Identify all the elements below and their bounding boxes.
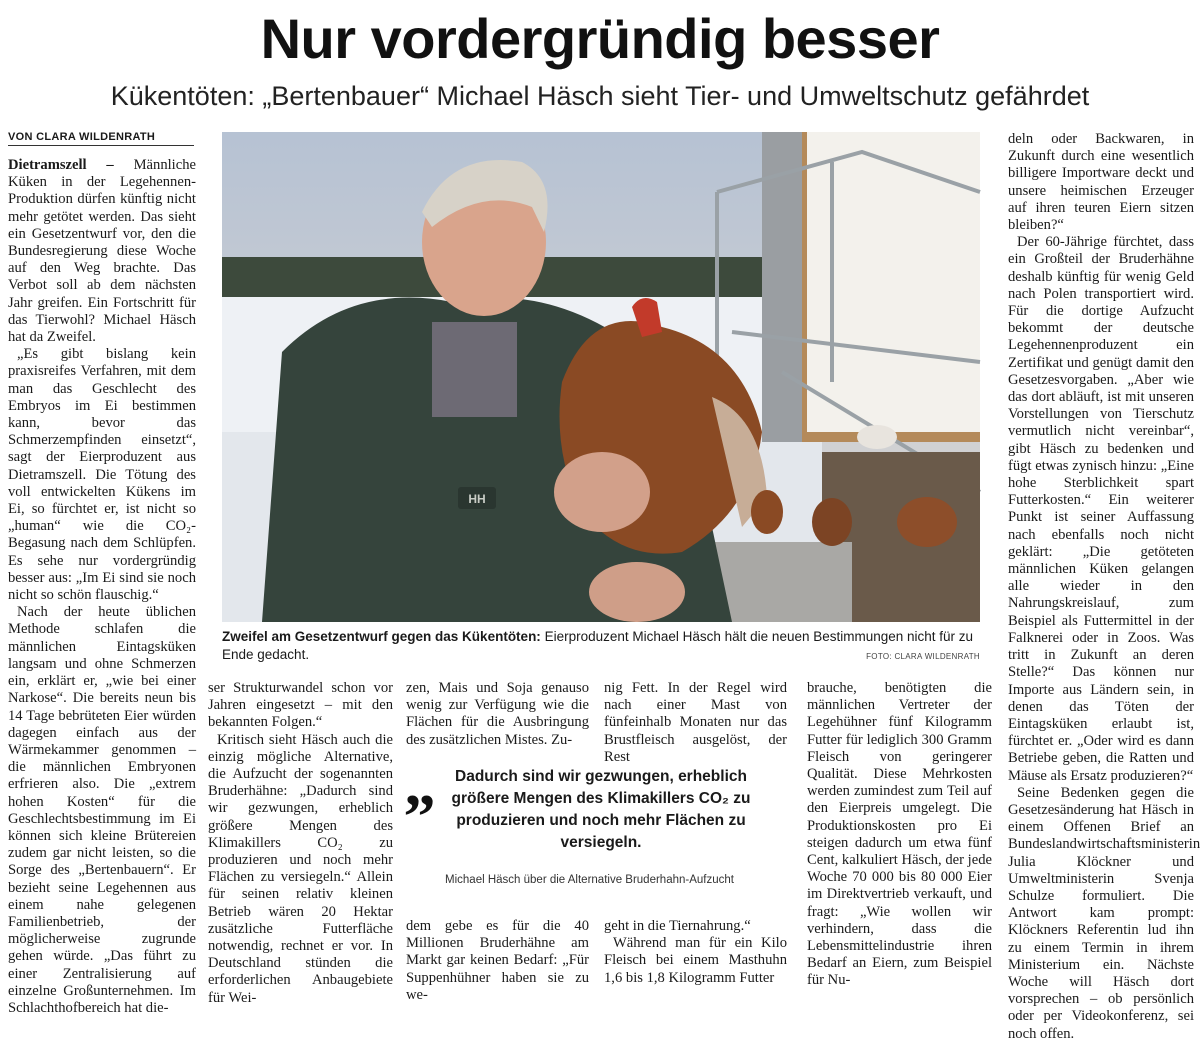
article-paragraph: zen, Mais und Soja genauso wenig zur Verfügung wie die Flächen für die Ausbringung des zusätzlichen Mistes. Zu-	[406, 680, 589, 748]
article-photo	[222, 132, 980, 622]
article-column-4-bottom	[604, 918, 787, 986]
pull-quote-text: Dadurch sind wir gezwungen, erheblich größere Mengen des Klimakillers CO₂ zu produzieren und noch mehr Flächen zu versiegeln.	[451, 768, 751, 851]
byline: VON CLARA WILDENRATH	[8, 131, 194, 146]
article-paragraph: dem gebe es für die 40 Millionen Bruderhähne am Markt gar keinen Bedarf: „Für Suppenhühner haben sie zu we-	[406, 918, 589, 1003]
quote-mark-icon: „	[404, 748, 436, 819]
article-column-1	[8, 157, 196, 1016]
article-paragraph: brauche, benötigten die männlichen Vertreter der Legehühner fünf Kilogramm Futter für lediglich 300 Gramm Fleisch von geringerer Qualität. Diese Mehrkosten werden zumindest zum Teil auf den Eierpreis umgelegt. Die Produktionskosten pro Ei steigen dadurch um etwa fünf Cent, kalkuliert Häsch, der jede Woche 70 000 bis 80 000 Eier im Direktvertrieb verkauft, und fragt: „Wie wollen wir verhindern, dass die Lebensmittelindustrie ihren Bedarf an Eiern, zum Beispiel für Nu-	[807, 680, 992, 989]
article-paragraph: Während man für ein Kilo Fleisch bei einem Masthuhn 1,6 bis 1,8 Kilogramm Futter	[604, 935, 787, 986]
caption-text: Eierproduzent Michael Häsch hält die neuen Bestimmungen nicht für zu Ende gedacht.	[222, 629, 974, 662]
pull-quote	[402, 748, 777, 900]
article-column-4-top	[604, 680, 787, 765]
caption-lead: Zweifel am Gesetzentwurf gegen das Kükentöten:	[222, 629, 541, 644]
article-column-3-top	[406, 680, 589, 750]
article-column-3-bottom	[406, 918, 589, 1003]
article-paragraph: Nach der heute üblichen Methode schlafen die männlichen Eintagsküken langsam und ohne Schmerzen ein, erklärt er, „wie bei einer Narkose“. Die bereits neun bis 14 Tage bebrüteten Eier würden dagegen einfach aus der Wärmekammer genommen – die männlichen Embryonen erfrieren also. Die „extrem hohen Kosten“ für die Geschlechtsbestimmung im Ei können sich kleine Brütereien zudem gar nicht leisten, so die Sorge des „Bertenbauern“. Er bezieht seine Legehennen aus einem nahe gelegenen Familienbetrieb, der möglicherweise zugrunde gehen würde. „Das führt zu einer Zentralisierung auf einzelne Großunternehmen. Im Schlachthofbereich hat die-	[8, 604, 196, 1016]
article-column-6	[1008, 131, 1200, 1042]
farmer-with-hen-photo	[222, 132, 980, 622]
pull-quote-attribution: Michael Häsch über die Alternative Bruderhahn-Aufzucht	[445, 874, 734, 886]
article-paragraph: geht in die Tiernahrung.“	[604, 918, 751, 934]
subheadline: Kükentöten: „Bertenbauer“ Michael Häsch sieht Tier- und Umweltschutz gefährdet	[110, 81, 1090, 111]
article-paragraph: ser Strukturwandel schon vor Jahren eingesetzt – mit den bekannten Folgen.“	[208, 680, 393, 731]
photo-credit: FOTO: CLARA WILDENRATH	[866, 652, 980, 661]
article-paragraph: deln oder Backwaren, in Zukunft durch eine wesentlich billigere Importware deckt und unsere heimischen Erzeuger auf ihren teuren Eiern sitzen bleiben?“	[1008, 131, 1194, 234]
headline: Nur vordergründig besser	[260, 7, 940, 70]
svg-text:HH: HH	[468, 492, 486, 506]
article-column-5	[807, 680, 992, 989]
article-paragraph: Seine Bedenken gegen die Gesetzesänderung hat Häsch in einem Offenen Brief an Bundeslandwirtschaftsministerin Julia Klöckner und Umweltministerin Svenja Schulze formuliert. Die Antwort kam prompt: Klöckners Referentin lud ihn zu einem Termin in ihrem Ministerium ein. Nächste Woche will Häsch dort vorsprechen – ob persönlich oder per Videokonferenz, sei noch offen.	[1008, 784, 1200, 1042]
article-column-2	[208, 680, 393, 1006]
article-paragraph: „Es gibt bislang kein praxisreifes Verfahren, mit dem man das Geschlecht des Embryos im Ei bestimmen kann, bevor das Schmerzempfinden einsetzt“, sagt der Eierproduzent aus Dietramszell. Die Tötung des voll entwickelten Kükens im Ei, so fürchtet er, ist nicht so „human“ wie die CO₂-Begasung nach dem Schlüpfen. Es sehe nur vordergründig besser aus: „Im Ei sind sie noch nicht so schön flauschig.“	[8, 346, 196, 604]
article-paragraph: nig Fett. In der Regel wird nach einer Mast von fünfeinhalb Monaten nur das Brustfleisch ausgelöst, der Rest	[604, 680, 787, 765]
article-paragraph: Kritisch sieht Häsch auch die einzig mögliche Alternative, die Aufzucht der sogenannten Bruderhähne: „Dadurch sind wir gezwungen, erheblich größere Mengen des Klimakillers CO₂ zu produzieren und noch mehr Flächen zu versiegeln.“ Allein für seinen relativ kleinen Betrieb wären 20 Hektar zusätzliche Futterfläche notwendig, rechnet er vor. In Deutschland stünden die erforderlichen Anbaugebiete für Wei-	[208, 731, 393, 1006]
article-paragraph: Der 60-Jährige fürchtet, dass ein Großteil der Bruderhähne deshalb künftig für wenig Geld nach Polen transportiert wird. Für die dortige Aufzucht bekommt der deutsche Legehennenproduzent ein Zertifikat und genügt damit den Gesetzesvorgaben. „Aber wie das dort abläuft, ist mit unseren Vorstellungen von Tierschutz vermutlich nicht vereinbar“, gibt Häsch zu bedenken und fügt etwas zynisch hinzu: „Eine hohe Sterblichkeit spart Futterkosten.“ Ein weiterer Punkt ist seiner Auffassung nach ebenfalls noch nicht geklärt: „Die getöteten männlichen Küken gelangen alle wieder in den Nahrungskreislauf, zum Beispiel als Futtermittel in der Falknerei oder in Zoos. Was tritt in Zukunft an deren Stelle?“ Das können nur Importe aus Ländern sein, in denen das Töten der Eintagsküken erlaubt ist, fürchtet er. „Oder wird es dann Betriebe geben, die Ratten und Mäuse als Ersatz produzieren?“	[1008, 234, 1194, 784]
article-paragraph: Dietramszell – Männliche Küken in der Legehennen-Produktion dürfen künftig nicht mehr getötet werden. Das sieht ein Gesetzentwurf vor, den die Bundesregierung diese Woche auf den Weg brachte. Das Verbot soll ab dem nächsten Jahr greifen. Ein Fortschritt für das Tierwohl? Michael Häsch hat da Zweifel.	[8, 157, 196, 346]
dateline: Dietramszell –	[8, 157, 114, 173]
